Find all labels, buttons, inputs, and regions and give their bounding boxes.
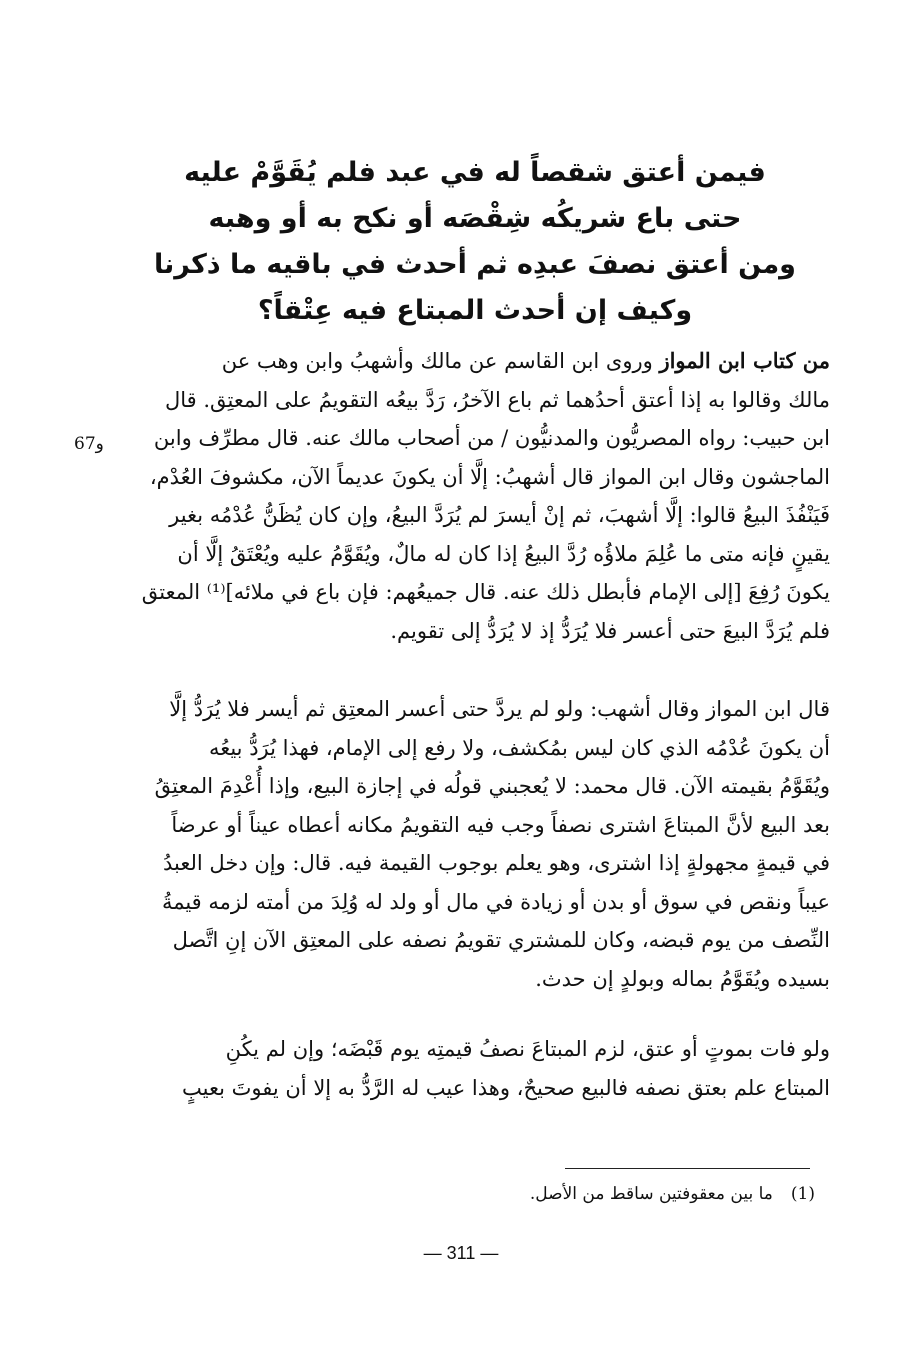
paragraph-line: في قيمةٍ مجهولةٍ إذا اشترى، وهو يعلم بوجوب القيمة فيه. قال: وإن دخل العبدُ (163, 851, 830, 875)
heading-line-1: فيمن أعتق شقصاً له في عبد فلم يُقَوَّمْ عليه (184, 157, 766, 188)
paragraph-line: قال ابن المواز وقال أشهب: ولو لم يردَّ حتى أعسر المعتِق ثم أيسر فلا يُرَدُّ إلَّا (169, 697, 830, 721)
footnote-number: (1) (790, 1184, 815, 1204)
page-number: — 311 — (423, 1243, 499, 1263)
paragraph-line: بعد البيع لأنَّ المبتاعَ اشترى نصفاً وجب فيه التقويمُ مكانه أعطاه عيناً أو عرضاً (171, 812, 830, 837)
paragraph-text: وروى ابن القاسم عن مالك وأشهبُ وابن وهب عن (221, 349, 660, 373)
paragraph-line: يكونَ رُفِعَ [إلى الإمام فأبطل ذلك عنه. قال جميعُهم: فإن باع في ملائه]⁽¹⁾ المعتق (141, 580, 830, 604)
paragraph-line: النِّصف من يوم قبضه، وكان للمشتري تقويمُ نصفه على المعتِق الآن إنِ اتَّصل (172, 928, 830, 952)
source-citation: من كتاب ابن المواز (659, 348, 830, 373)
paragraph-line: ويُقَوَّمُ بقيمته الآن. قال محمد: لا يُعجبني قولُه في إجازة البيع، وإذا أُعْدِمَ المعتِقُ (154, 774, 830, 798)
paragraph-line: فَيَنْفُذَ البيعُ قالوا: إلَّا أشهبَ، ثم إنْ أيسرَ لم يُرَدَّ البيعُ، وإن كان يُظَنُّ عُدْمُه بغير (169, 503, 830, 527)
paragraph-2 (130, 690, 830, 998)
paragraph-line: أن يكونَ عُدْمُه الذي كان ليس بمُكشف، ولا رفع إلى الإمام، فهذا يُرَدُّ بيعُه (208, 735, 830, 760)
paragraph-line: عيباً ونقص في سوق أو بدن أو زيادة في مال أو ولد له وُلِدَ من أمته لزمه قيمةُ (161, 889, 830, 914)
paragraph-1 (130, 342, 830, 650)
paragraph-line: فلم يُرَدَّ البيعَ حتى أعسر فلا يُرَدُّ إذ لا يُرَدُّ إلى تقويم. (390, 618, 830, 643)
paragraph-line: يقينٍ فإنه متى ما عُلِمَ ملاؤُه رُدَّ البيعُ إذا كان له مالٌ، ويُقَوَّمُ عليه ويُعْتَقُ إلَّا أن (177, 541, 830, 566)
paragraph-line: بسيده ويُقَوَّمُ بماله وبولدٍ إن حدث. (535, 966, 830, 991)
chapter-heading (150, 150, 800, 334)
paragraph-line: المبتاع علم بعتق نصفه فالبيع صحيحٌ، وهذا عيب له الرَّدُّ به إلا أن يفوتَ بعيبٍ (182, 1075, 830, 1100)
footnote-text: ما بين معقوفتين ساقط من الأصل. (529, 1184, 773, 1204)
paragraph-3 (130, 1030, 830, 1107)
paragraph-line (130, 342, 830, 381)
heading-line-2: حتى باع شريكُه شِقْصَه أو نكح به أو وهبه (208, 203, 742, 234)
paragraph-line: ولو فات بموتٍ أو عتق، لزم المبتاعَ نصفُ قيمتِه يوم قَبْضَه؛ وإن لم يكُنِ (225, 1037, 830, 1061)
manuscript-folio-marker: و67 (74, 434, 104, 454)
paragraph-line: الماجشون وقال ابن المواز قال أشهبُ: إلَّا أن يكونَ عديماً الآن، مكشوفَ العُدْم، (149, 464, 830, 489)
paragraph-line: ابن حبيب: رواه المصريُّون والمدنيُّون / من أصحاب مالك عنه. قال مطرِّف وابن (153, 426, 830, 450)
paragraph-line: مالك وقالوا به إذا أعتق أحدُهما ثم باع الآخرُ، رَدَّ بيعُه التقويمُ على المعتِق. قال (164, 387, 830, 412)
footnote-divider (565, 1168, 810, 1169)
heading-line-4: وكيف إن أحدث المبتاع فيه عِتْقاً؟ (257, 295, 693, 326)
footnote (420, 1184, 815, 1204)
heading-line-3: ومن أعتق نصفَ عبدِه ثم أحدث في باقيه ما ذكرنا (154, 249, 796, 280)
